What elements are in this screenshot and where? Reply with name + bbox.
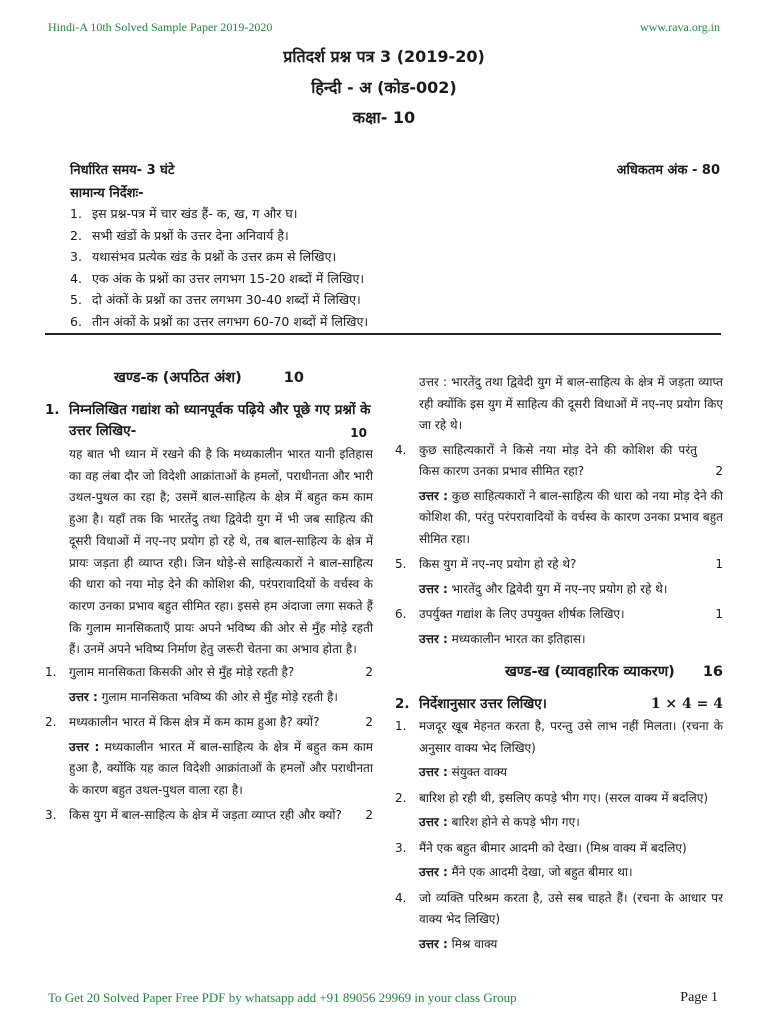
max-marks: अधिकतम अंक - 80 (616, 163, 720, 178)
answer (395, 862, 723, 884)
answer (45, 737, 373, 802)
class-title: कक्षा- 10 (352, 108, 416, 127)
question-2 (395, 694, 723, 716)
answer-text: मध्यकालीन भारत का इतिहास। (451, 631, 586, 646)
sub-question (395, 716, 723, 759)
subject-title: हिन्दी - अ (कोड-002) (311, 78, 457, 97)
answer-label: उत्तर : (419, 865, 448, 879)
sub-question-text: गुलाम मानसिकता किसकी ओर से मुँह मोड़े रहती है? (69, 665, 295, 680)
answer (45, 687, 373, 709)
answer-label: उत्तर : (419, 375, 448, 389)
sub-question-number: 5. (395, 557, 407, 571)
answer (395, 629, 723, 651)
question-2-text: निर्देशानुसार उत्तर लिखिए। (419, 695, 547, 712)
answer (395, 486, 723, 551)
question-1-marks: 10 (350, 425, 367, 440)
sub-question (395, 440, 723, 483)
sub-question-number: 4. (395, 442, 407, 457)
answer (395, 934, 723, 956)
instruction-item (70, 311, 720, 333)
sub-question-number: 2. (395, 790, 407, 805)
answer (395, 579, 723, 601)
question-2-number: 2. (395, 695, 410, 712)
answer-label: उत्तर : (69, 739, 100, 754)
instruction-text: दो अंकों के प्रश्नों का उत्तर लगभग 30-40 शब्दों में लिखिए। (92, 292, 361, 307)
answer-text: कुछ साहित्यकारों ने बाल-साहित्य की धारा को नया मोड़ देने की कोशिश की, परंतु परंपरावादियों के वर्चस्व के कारण उनका प्रभाव बहुत सीमित रहा। (419, 488, 723, 546)
sub-question (395, 888, 723, 931)
sub-question (45, 805, 373, 827)
instructions-list (70, 203, 720, 332)
instruction-num: 4. (70, 270, 82, 286)
answer-label: उत्तर : (419, 765, 448, 779)
instruction-num: 2. (70, 227, 82, 243)
answer (395, 762, 723, 784)
instruction-text: सभी खंडों के प्रश्नों के उत्तर देना अनिवार्य है। (92, 227, 289, 243)
sub-question-text: कुछ साहित्यकारों ने किसे नया मोड़ देने की कोशिश की परंतु किस कारण उनका प्रभाव सीमित रहा? (419, 442, 697, 478)
header-website-link[interactable]: www.rava.org.in (640, 20, 720, 34)
section-a-heading (45, 366, 373, 400)
section-b-marks: 16 (702, 664, 723, 680)
sub-question-text: मजदूर खूब मेहनत करता है, परन्तु उसे लाभ नहीं मिलता। (रचना के अनुसार वाक्य भेद लिखिए) (419, 719, 723, 755)
sub-question-marks: 2 (365, 665, 373, 680)
sub-question-marks: 1 (715, 557, 723, 571)
answer (395, 812, 723, 834)
header-paper-title: Hindi-A 10th Solved Sample Paper 2019-2020 (48, 20, 273, 34)
instruction-item (70, 289, 720, 311)
instruction-item (70, 225, 720, 247)
answer-label: उत्तर : (69, 689, 98, 704)
sub-question (395, 788, 723, 810)
section-b-heading (395, 654, 723, 694)
answer-text: मध्यकालीन भारत में बाल-साहित्य के क्षेत्र में बहुत कम काम हुआ है, क्योंकि यह काल विदेशी आक्रांताओं के हमलों और पराधीनता के कारण बहुत उथल-पुथल वाला रहा है। (69, 739, 373, 797)
instruction-num: 5. (70, 292, 82, 307)
sub-question (395, 838, 723, 860)
answer-text: भारतेंदु और द्विवेदी युग में नए-नए प्रयोग हो रहे थे। (451, 581, 668, 596)
sub-question (45, 662, 373, 684)
section-a-title: खण्ड-क (अपठित अंश) (114, 370, 242, 386)
instruction-num: 6. (70, 313, 82, 329)
time-allowed: निर्धारित समय- 3 घंटे (70, 163, 175, 178)
instruction-text: एक अंक के प्रश्नों का उत्तर लगभग 15-20 शब्दों में लिखिए। (92, 270, 365, 286)
question-2-marks: 1 × 4 = 4 (650, 695, 723, 712)
sub-question-number: 4. (395, 890, 407, 905)
unseen-passage: यह बात भी ध्यान में रखने की है कि मध्यकालीन भारत यानी इतिहास का वह लंबा दौर जो विदेशी आक्रांताओं के हमलों, पराधीनता और भारी उथल-पुथल का रहा है; उसमें बाल-साहित्य के क्षेत्र में बहुत कम काम हुआ है। यहाँ तक कि भारतेंदु तथा द्विवेदी युग में भी जब साहित्य की दूसरी विधाओं में नए-नए प्रयोग हो रहे थे, तब बाल-साहित्य के क्षेत्र में प्रायः जड़ता ही व्याप्त रही। जिन थोड़े-से साहित्यकारों ने बाल-साहित्य की धारा को नया मोड़ देने की कोशिश की, परंपरावादियों के वर्चस्व के कारण उनका प्रभाव बहुत सीमित रहा। इससे हम अंदाजा लगा सकते हैं कि गुलाम मानसिकताएँ प्रायः अपने भविष्य की ओर से मुँह मोड़े रहती हैं। उनमें अपने भविष्य निर्माण हेतु जरूरी चेतना का अभाव होता है। (69, 447, 373, 657)
instruction-item (70, 246, 720, 268)
instruction-num: 1. (70, 206, 82, 221)
sub-question-text: मध्यकालीन भारत में किस क्षेत्र में कम काम हुआ है? क्यों? (69, 715, 320, 730)
answer-text: मिश्र वाक्य (451, 936, 498, 951)
section-a-marks: 10 (283, 370, 304, 386)
page-number: Page 1 (680, 990, 718, 1005)
answer-text: भारतेंदु तथा द्विवेदी युग में बाल-साहित्य के क्षेत्र में जड़ता व्याप्त रही क्योंकि इस युग में साहित्य की दूसरी विधाओं में नए-नए प्रयोग किए जा रहे थे। (419, 375, 723, 432)
instructions-heading: सामान्य निर्देशः- (70, 186, 144, 201)
sub-question-text: बारिश हो रही थी, इसलिए कपड़े भीग गए। (सरल वाक्य में बदलिए) (419, 790, 709, 805)
answer-label: उत्तर : (419, 936, 448, 951)
sub-question-text: किस युग में बाल-साहित्य के क्षेत्र में जड़ता व्याप्त रही और क्यों? (69, 808, 342, 823)
section-b-title: खण्ड-ख (व्यावहारिक व्याकरण) (504, 664, 675, 680)
sub-question-marks: 1 (715, 607, 723, 621)
sub-question-text: किस युग में नए-नए प्रयोग हो रहे थे? (419, 557, 577, 571)
sub-question (45, 712, 373, 734)
instruction-item (70, 268, 720, 290)
answer-label: उत्तर : (419, 581, 448, 596)
question-1-number: 1. (45, 401, 60, 418)
sub-question-number: 3. (45, 808, 57, 823)
instruction-text: तीन अंकों के प्रश्नों का उत्तर लगभग 60-70 शब्दों में लिखिए। (92, 313, 369, 329)
footer-promo-text: To Get 20 Solved Paper Free PDF by whatsapp add +91 89056 29969 in your class Group (48, 990, 517, 1005)
answer (395, 372, 723, 437)
sub-question-number: 6. (395, 607, 407, 621)
sub-question-number: 2. (45, 715, 57, 730)
sub-question-text: उपर्युक्त गद्यांश के लिए उपयुक्त शीर्षक लिखिए। (419, 607, 625, 621)
sub-question-marks: 2 (715, 464, 723, 478)
instruction-text: यथासंभव प्रत्येक खंड के प्रश्नों के उत्तर क्रम से लिखिए। (92, 249, 337, 264)
sub-question (395, 554, 723, 576)
sub-question-text: मैंने एक बहुत बीमार आदमी को देखा। (मिश्र वाक्य में बदलिए) (419, 840, 687, 855)
instruction-num: 3. (70, 249, 82, 264)
sub-question-marks: 2 (365, 715, 373, 730)
answer-label: उत्तर : (419, 815, 448, 829)
answer-text: गुलाम मानसिकता भविष्य की ओर से मुँह मोड़े रहती है। (101, 689, 338, 704)
sub-question-text: जो व्यक्ति परिश्रम करता है, उसे सब चाहते हैं। (रचना के आधार पर वाक्य भेद लिखिए) (419, 890, 723, 926)
answer-text: मैंने एक आदमी देखा, जो बहुत बीमार था। (451, 865, 633, 879)
sub-question (395, 604, 723, 626)
answer-text: संयुक्त वाक्य (451, 765, 507, 779)
answer-text: बारिश होने से कपड़े भीग गए। (451, 815, 580, 829)
sub-question-number: 1. (45, 665, 57, 680)
sub-question-number: 3. (395, 840, 407, 855)
question-1-text: निम्नलिखित गद्यांश को ध्यानपूर्वक पढ़िये और पूछे गए प्रश्नों के उत्तर लिखिए- (69, 401, 371, 439)
sub-question-marks: 2 (365, 808, 373, 823)
left-column (45, 366, 373, 827)
answer-label: उत्तर : (419, 631, 448, 646)
question-1 (45, 400, 373, 443)
sub-question-number: 1. (395, 719, 407, 733)
instruction-item (70, 203, 720, 225)
answer-label: उत्तर : (419, 488, 448, 503)
right-column (395, 372, 723, 959)
section-divider (45, 333, 721, 335)
paper-title: प्रतिदर्श प्रश्न पत्र 3 (2019-20) (283, 47, 485, 66)
instruction-text: इस प्रश्न-पत्र में चार खंड हैं- क, ख, ग और घ। (92, 206, 298, 221)
